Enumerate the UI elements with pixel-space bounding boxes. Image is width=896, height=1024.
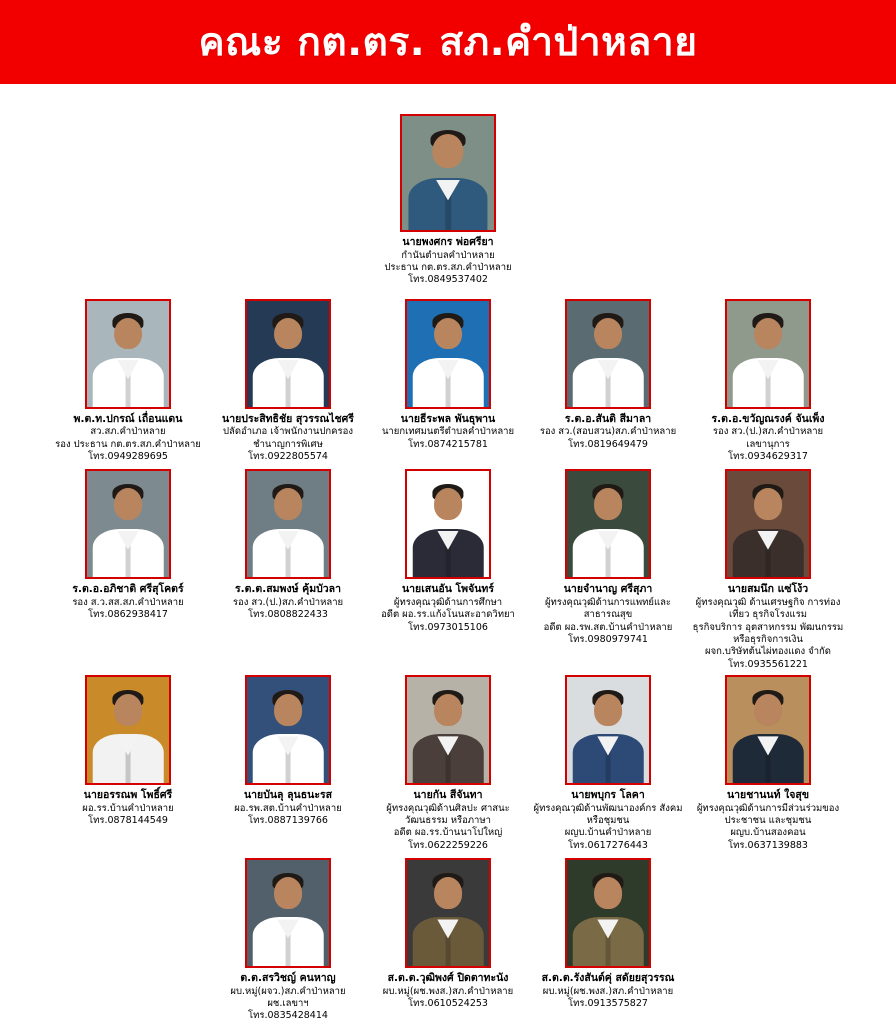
member-photo (405, 299, 491, 409)
chart-row-2 (0, 469, 896, 671)
member-phone: โทร.0808822433 (248, 609, 328, 621)
member-card (368, 469, 528, 634)
member-position-line: ผู้ทรงคุณวุฒิด้านศิลปะ ศาสนะ วัฒนธรรม หรือภาษา (386, 802, 510, 827)
member-card (528, 675, 688, 852)
member-card (368, 858, 528, 1010)
member-caption (382, 413, 514, 451)
member-position-line: ผู้ทรงคุณวุฒิด้านการศึกษา (393, 596, 503, 608)
member-position-line: เลขานุการ (746, 438, 790, 450)
member-name: นายชานนท์ ใจสุข (726, 789, 810, 802)
member-photo (725, 299, 811, 409)
member-name: นายจำนาญ ศรีสุภา (563, 583, 653, 596)
member-card (48, 675, 208, 827)
member-photo (405, 858, 491, 968)
org-chart (0, 84, 896, 1023)
member-card (528, 469, 688, 646)
member-position-line: ผช.เลขาฯ (267, 998, 309, 1010)
member-name: ส.ต.ต.วุฒิพงศ์ ปิดตาทะนัง (387, 972, 509, 985)
member-photo (245, 858, 331, 968)
member-phone: โทร.0935561221 (728, 658, 808, 670)
member-phone: โทร.0617276443 (568, 839, 648, 851)
member-position-line: กำนันตำบลคำป่าหลาย (401, 249, 495, 261)
chart-row-chairman (0, 114, 896, 287)
member-card (208, 858, 368, 1023)
member-photo (725, 675, 811, 785)
member-photo (565, 858, 651, 968)
member-phone: โทร.0835428414 (248, 1010, 328, 1022)
member-card (208, 469, 368, 621)
member-name: นายพบุกร โลคา (571, 789, 645, 802)
page-title: คณะ กต.ตร. สภ.คำป่าหลาย (198, 19, 698, 65)
member-phone: โทร.0887139766 (248, 815, 328, 827)
member-position-line: รอง สว.(ป.)สภ.คำป่าหลาย (712, 426, 824, 438)
member-phone: โทร.0874215781 (408, 438, 488, 450)
member-card (48, 299, 208, 464)
member-name: ต.ต.สรวิชญ์ คนหาญ (240, 972, 336, 985)
member-name: ร.ต.อ.สันติ สีมาลา (564, 412, 652, 425)
member-photo (405, 675, 491, 785)
member-position-line: ผบ.หมู่(ผช.พงส.)สภ.คำป่าหลาย (382, 985, 514, 997)
member-position-line: ประธาน กต.ตร.สภ.คำป่าหลาย (384, 261, 512, 273)
member-position-line: อดีต ผอ.รร.บ้านนาโปใหญ่ (393, 827, 503, 839)
member-phone: โทร.0949289695 (88, 451, 168, 462)
member-caption (692, 583, 844, 671)
member-caption (233, 583, 343, 621)
member-name: นายบันลุ ลุนธนะรส (243, 789, 333, 802)
member-caption (383, 972, 513, 1010)
member-caption (234, 789, 342, 827)
member-position-line: ผญบ.บ้านคำป่าหลาย (564, 827, 652, 839)
member-position-line: อดีต ผอ.รร.แก้งโนนสะอาดวิทยา (381, 609, 515, 621)
member-card (208, 675, 368, 827)
member-name: ร.ต.อ.อภิชาติ ศรีสุโคตร์ (72, 583, 184, 596)
member-card (368, 114, 528, 287)
member-card (688, 299, 848, 464)
member-phone: โทร.0922805574 (248, 451, 328, 462)
member-caption (712, 413, 825, 464)
member-name: ส.ต.ต.รังสันต์คุ่ สดัยยสุวรรณ (541, 972, 675, 985)
member-phone: โทร.0637139883 (728, 839, 808, 851)
member-name: พ.ต.ท.ปกรณ์ เถื่อนแดน (73, 412, 183, 425)
member-photo (85, 469, 171, 579)
chart-row-4 (0, 858, 896, 1023)
member-photo (85, 299, 171, 409)
member-position-line: ผอ.รพ.สต.บ้านคำป่าหลาย (234, 802, 342, 814)
member-caption (72, 583, 183, 621)
member-position-line: รอง ส.ว.สส.สภ.คำป่าหลาย (72, 596, 184, 608)
member-caption (381, 583, 515, 634)
member-position-line: อดีต ผอ.รพ.สต.บ้านคำป่าหลาย (543, 621, 673, 633)
member-card (528, 858, 688, 1010)
member-name: ร.ต.อ.ขวัญณรงค์ จันเพ็ง (711, 412, 825, 425)
member-phone: โทร.0862938417 (88, 609, 168, 621)
member-position-line: รอง สว.(ป.)สภ.คำป่าหลาย (232, 596, 344, 608)
member-name: นายเสนอัน โพจันทร์ (401, 583, 494, 596)
member-name: นายอรรณพ โพธิ์ศรี (83, 789, 173, 802)
member-position-line: รอง สว.(สอบสวน)สภ.คำป่าหลาย (539, 426, 677, 438)
member-position-line: ผู้ทรงคุณวุฒิด้านการมีส่วนร่วมของประชาชน และชุมชน (696, 802, 840, 827)
member-caption (532, 789, 684, 852)
member-photo (85, 675, 171, 785)
member-caption (384, 236, 511, 287)
chart-row-3 (0, 675, 896, 852)
member-position-line: ผู้ทรงคุณวุฒิด้านพัฒนาองค์กร สังคม หรือชุมชน (533, 802, 683, 827)
member-photo (565, 469, 651, 579)
member-position-line: ผู้ทรงคุณวุฒิด้านการแพทย์และสาธารณสุข (544, 596, 672, 621)
member-position-line: ผบ.หมู่(ผจว.)สภ.คำป่าหลาย (230, 985, 346, 997)
member-position-line: นายกเทศมนตรีตำบลคำป่าหลาย (381, 426, 515, 438)
member-name: นายประสิทธิชัย สุวรรณไชศรี (222, 412, 354, 425)
member-phone: โทร.0934629317 (728, 451, 808, 462)
member-phone: โทร.0973015106 (408, 621, 488, 633)
member-name: นายกัน สีจันทา (413, 789, 483, 802)
member-caption (212, 413, 364, 464)
member-photo (245, 469, 331, 579)
member-name: นายพงศกร พ่อศรียา (402, 236, 494, 248)
member-photo (405, 469, 491, 579)
poster-header-banner (0, 0, 896, 84)
member-position-line: ผบ.หมู่(ผช.พงส.)สภ.คำป่าหลาย (542, 985, 674, 997)
member-position-line: ธุรกิจบริการ อุตสาหกรรม พัฒนกรรม หรือธุรกิจการเงิน (692, 621, 844, 646)
member-name: นายธีระพล พันธุพาน (400, 412, 496, 425)
member-card (688, 469, 848, 671)
member-photo (245, 675, 331, 785)
member-name: นายสมนึก แซ่โง้ว (727, 583, 809, 596)
member-photo (725, 469, 811, 579)
member-card (48, 469, 208, 621)
member-position-line: ผญบ.บ้านสองคอน (730, 827, 806, 839)
member-phone: โทร.0610524253 (408, 998, 488, 1010)
member-caption (540, 413, 676, 451)
member-card (368, 675, 528, 852)
member-photo (565, 299, 651, 409)
member-phone: โทร.0622259226 (408, 839, 488, 851)
member-caption (692, 789, 844, 852)
member-photo (400, 114, 496, 232)
member-position-line: สว.สภ.คำป่าหลาย (90, 426, 166, 438)
member-phone: โทร.0913575827 (568, 998, 648, 1010)
member-position-line: ผู้ทรงคุณวุฒิ ด้านเศรษฐกิจ การท่องเที่ยว ธุรกิจโรงแรม (695, 596, 841, 621)
member-caption (82, 789, 173, 827)
member-caption (230, 972, 345, 1023)
member-position-line: รอง ประธาน กต.ตร.สภ.คำป่าหลาย (55, 438, 201, 450)
member-phone: โทร.0819649479 (568, 438, 648, 450)
member-caption (372, 789, 524, 852)
member-caption (55, 413, 201, 464)
member-phone: โทร.0980979741 (568, 634, 648, 646)
chart-row-1 (0, 299, 896, 464)
member-name: ร.ต.ต.สมพงษ์ คุ้มบัวลา (234, 583, 342, 596)
member-phone: โทร.0878144549 (88, 815, 168, 827)
member-card (528, 299, 688, 451)
member-position-line: ผอ.รร.บ้านคำป่าหลาย (82, 802, 174, 814)
member-card (208, 299, 368, 464)
member-position-line: ผจก.บริษัทต้นไผ่ทองแดง จำกัด (705, 646, 831, 658)
member-photo (245, 299, 331, 409)
member-caption (542, 972, 675, 1010)
member-position-line: ปลัดอำเภอ เจ้าพนักงานปกครอง ชำนาญการพิเศษ (222, 426, 353, 450)
member-card (368, 299, 528, 451)
member-phone: โทร.0849537402 (408, 274, 488, 286)
member-photo (565, 675, 651, 785)
member-card (688, 675, 848, 852)
member-caption (532, 583, 684, 646)
